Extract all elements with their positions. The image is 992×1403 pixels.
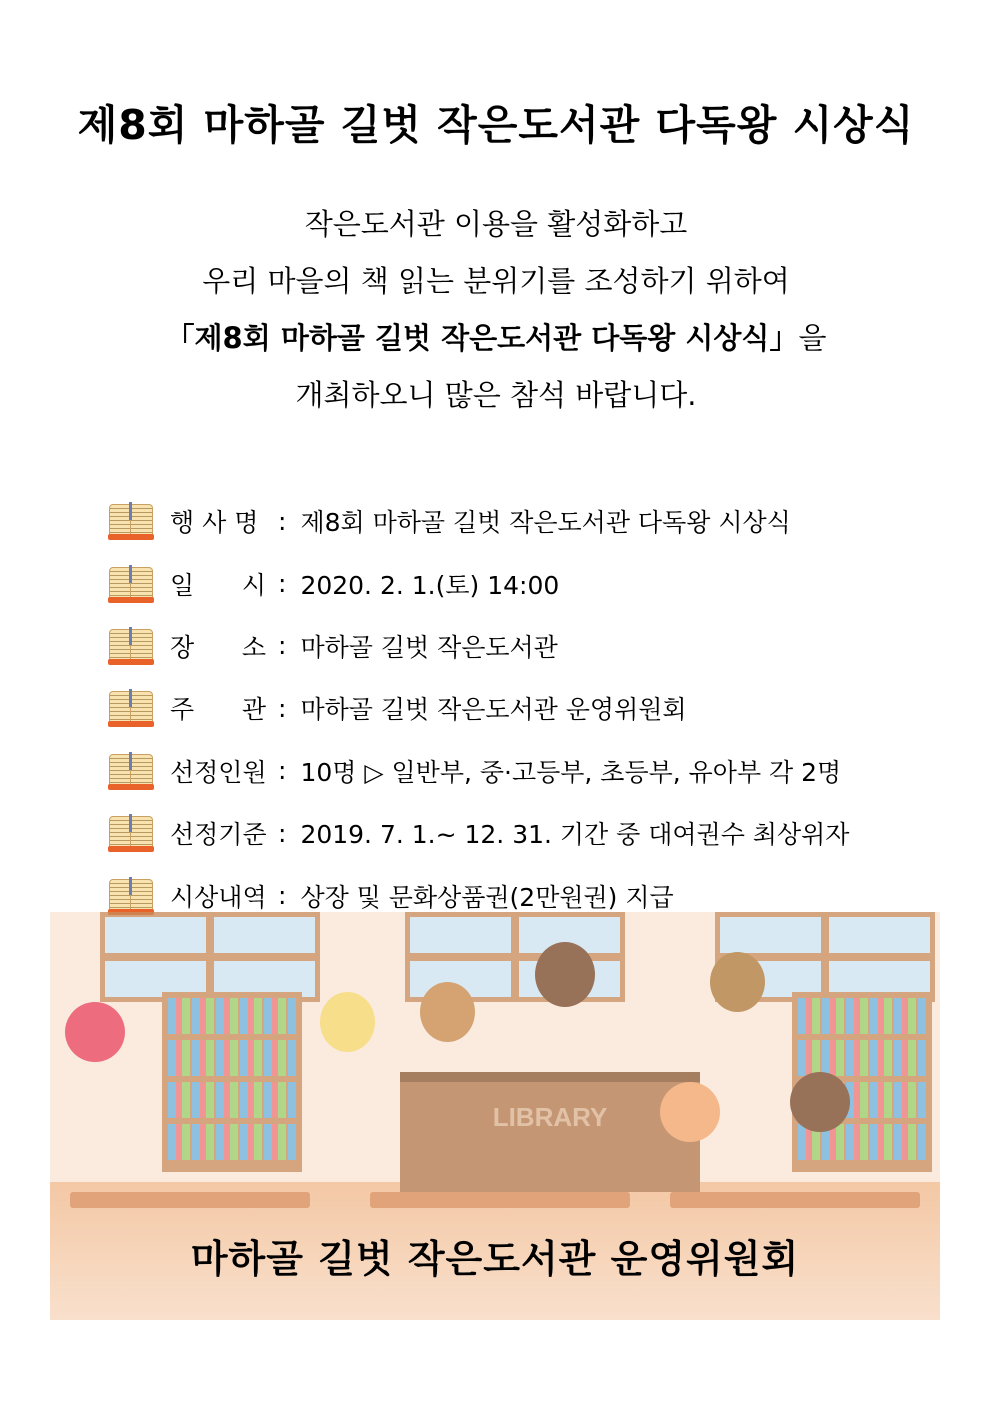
detail-item: [108, 490, 849, 552]
detail-label: 일 시: [170, 570, 266, 600]
detail-label: 주 관: [170, 695, 266, 725]
child-figure: [65, 1002, 125, 1062]
event-details: [108, 490, 849, 927]
detail-item: [108, 740, 849, 802]
child-figure: [420, 982, 475, 1042]
colon: :: [278, 881, 287, 911]
detail-label: 시상내역: [170, 882, 267, 912]
bookshelf: [162, 992, 302, 1172]
intro-line-1: 작은도서관 이용을 활성화하고: [304, 207, 688, 241]
detail-label: 선정기준: [170, 820, 267, 850]
colon: :: [278, 756, 287, 786]
intro-line-2: 우리 마을의 책 읽는 분위기를 조성하기 위하여: [202, 264, 790, 298]
detail-item: [108, 615, 849, 677]
open-book-icon: [108, 565, 154, 603]
detail-item: [108, 552, 849, 614]
detail-value: 제8회 마하골 길벗 작은도서관 다독왕 시상식: [300, 508, 791, 538]
open-book-icon: [108, 752, 154, 790]
child-figure: [660, 1082, 720, 1142]
detail-item: [108, 677, 849, 739]
open-book-icon: [108, 814, 154, 852]
reading-table: [370, 1192, 630, 1208]
detail-item: [108, 802, 849, 864]
detail-label: 장 소: [170, 632, 266, 662]
open-book-icon: [108, 627, 154, 665]
colon: :: [278, 631, 287, 661]
colon: :: [278, 693, 287, 723]
library-desk: [400, 1072, 700, 1192]
detail-value: 마하골 길벗 작은도서관 운영위원회: [300, 695, 687, 725]
intro-text: [0, 196, 992, 424]
child-figure: [710, 952, 765, 1012]
window: [100, 912, 320, 1002]
intro-suffix: 을: [798, 321, 827, 355]
colon: :: [278, 569, 287, 599]
child-figure: [320, 992, 375, 1052]
intro-line-4: 개최하오니 많은 참석 바랍니다.: [295, 378, 697, 412]
child-figure: [790, 1072, 850, 1132]
reading-table: [70, 1192, 310, 1208]
open-book-icon: [108, 877, 154, 915]
page-title: 제8회 마하골 길벗 작은도서관 다독왕 시상식: [77, 101, 915, 149]
detail-value: 10명 ▷ 일반부, 중·고등부, 초등부, 유아부 각 2명: [300, 757, 842, 787]
detail-value: 2019. 7. 1.~ 12. 31. 기간 중 대여권수 최상위자: [300, 820, 850, 850]
colon: :: [278, 506, 287, 536]
open-book-icon: [108, 502, 154, 540]
organizer-footer: 마하골 길벗 작은도서관 운영위원회: [190, 1237, 800, 1281]
event-name-bold: 「제8회 마하골 길벗 작은도서관 다독왕 시상식」: [165, 321, 799, 355]
teacher-figure: [535, 942, 595, 1007]
detail-label: 선정인원: [170, 757, 267, 787]
open-book-icon: [108, 689, 154, 727]
library-sign: LIBRARY: [492, 1102, 608, 1132]
detail-value: 상장 및 문화상품권(2만원권) 지급: [300, 882, 674, 912]
detail-value: 마하골 길벗 작은도서관: [300, 632, 558, 662]
reading-table: [670, 1192, 920, 1208]
colon: :: [278, 818, 287, 848]
detail-value: 2020. 2. 1.(토) 14:00: [300, 570, 560, 600]
detail-label: 행 사 명: [170, 508, 259, 538]
intro-line-3: [0, 310, 992, 367]
